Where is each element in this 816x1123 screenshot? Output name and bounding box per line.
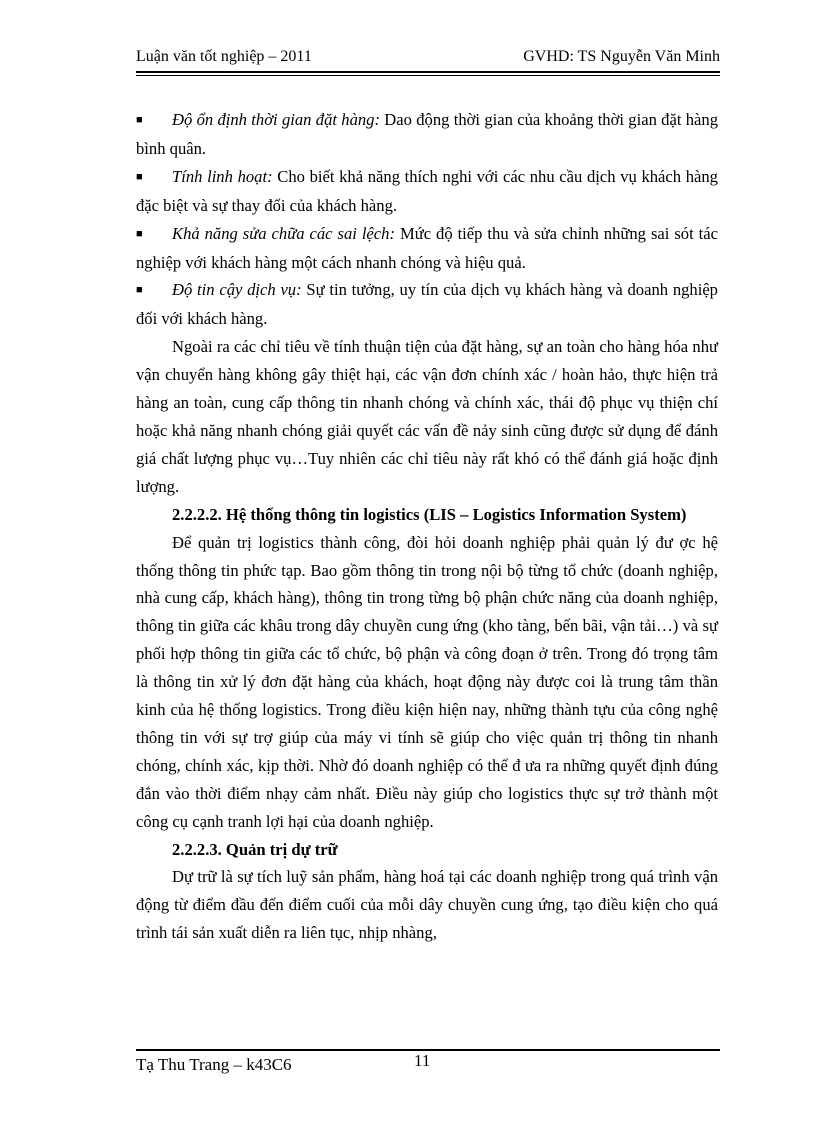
bullet-square-icon: ■ [136, 114, 143, 126]
bullet-term: Độ tin cậy dịch vụ: [172, 280, 302, 300]
bullet-term: Tính linh hoạt: [172, 166, 273, 186]
bullet-text: Sự tin tưởng, uy tín của dịch vụ khách hàng và doanh nghiệp đối với khách hàng. [136, 280, 718, 329]
bullet-square-icon: ■ [136, 227, 143, 240]
section-heading-inventory: 2.2.2.3. Quản trị dự trữ [172, 839, 338, 859]
page-number: 11 [414, 1051, 431, 1070]
paragraph-inventory: Dự trữ là sự tích luỹ sản phẩm, hàng hoá tại các doanh nghiệp trong quá trình vận động từ điểm đầu đến điểm cuối của mỗi dây chuyền cung ứng, tạo điều kiện cho quá trình tái sản xuất diễn ra liên tục, nhịp nhàng, [136, 867, 718, 943]
header-supervisor: GVHD: TS Nguyễn Văn Minh [523, 48, 720, 65]
paragraph-service-indicators: Ngoài ra các chỉ tiêu về tính thuận tiện của đặt hàng, sự an toàn cho hàng hóa như vận chuyển hàng không gây thiệt hại, các vận đơn chính xác / hoàn hảo, thực hiện trả hàng an toàn, cung cấp thông tin nhanh chóng và chính xác, thái độ phục vụ thiện chí hoặc khả năng nhanh chóng giải quyết các vấn đề nảy sinh cũng được sử dụng để đánh giá chất lượng phục vụ…Tuy nhiên các chỉ tiêu này rất khó có thể đánh giá hoặc định lượng. [136, 337, 718, 496]
bullet-text: Dao động thời gian của khoảng thời gian đặt hàng bình quân. [136, 110, 718, 158]
header-divider [136, 71, 720, 76]
bullet-item-error-correction [136, 220, 718, 277]
bullet-term: Độ ổn định thời gian đặt hàng: [172, 110, 380, 129]
bullet-square-icon: ■ [136, 170, 143, 183]
page-body [136, 106, 718, 947]
bullet-item-flexibility [136, 163, 718, 220]
bullet-item-stability [136, 106, 718, 163]
bullet-text: Cho biết khả năng thích nghi với các nhu cầu dịch vụ khách hàng đặc biệt và sự thay đổi của khách hàng. [136, 166, 718, 215]
section-heading-lis: 2.2.2.2. Hệ thống thông tin logistics (LIS – Logistics Information System) [172, 504, 687, 524]
header-left-title: Luận văn tốt nghiệp – 2011 [136, 48, 312, 65]
bullet-text: Mức độ tiếp thu và sửa chỉnh những sai sót tác nghiệp với khách hàng một cách nhanh chóng và hiệu quả. [136, 223, 719, 272]
bullet-term: Khả năng sửa chữa các sai lệch: [172, 223, 395, 243]
footer-author: Tạ Thu Trang – k43C6 [136, 1055, 292, 1074]
bullet-square-icon: ■ [136, 284, 143, 297]
paragraph-lis: Để quản trị logistics thành công, đòi hỏi doanh nghiệp phải quản lý đư ợc hệ thống thông tin phức tạp. Bao gồm thông tin trong nội bộ từng tổ chức (doanh nghiệp, nhà cung cấp, khách hàng), thông tin trong từng bộ phận chức năng của doanh nghiệp, thông tin giữa các khâu trong dây chuyền cung ứng (kho tàng, bến bãi, vận tải…) và sự phối hợp thông tin giữa các tổ chức, bộ phận và công đoạn ở trên. Trong đó trọng tâm là thông tin xử lý đơn đặt hàng của khách, hoạt động này được coi là trung tâm thần kinh của hệ thống logistics. Trong điều kiện hiện nay, những thành tựu của công nghệ thông tin với sự trợ giúp của máy vi tính sẽ giúp cho việc quản trị thông tin nhanh chóng, chính xác, kịp thời. Nhờ đó doanh nghiệp có thể đ ưa ra những quyết định đúng đắn vào thời điểm nhạy cảm nhất. Điều này giúp cho logistics thực sự trở thành một công cụ cạnh tranh lợi hại của doanh nghiệp. [136, 532, 718, 831]
bullet-item-reliability [136, 276, 718, 333]
page-header [136, 48, 720, 70]
